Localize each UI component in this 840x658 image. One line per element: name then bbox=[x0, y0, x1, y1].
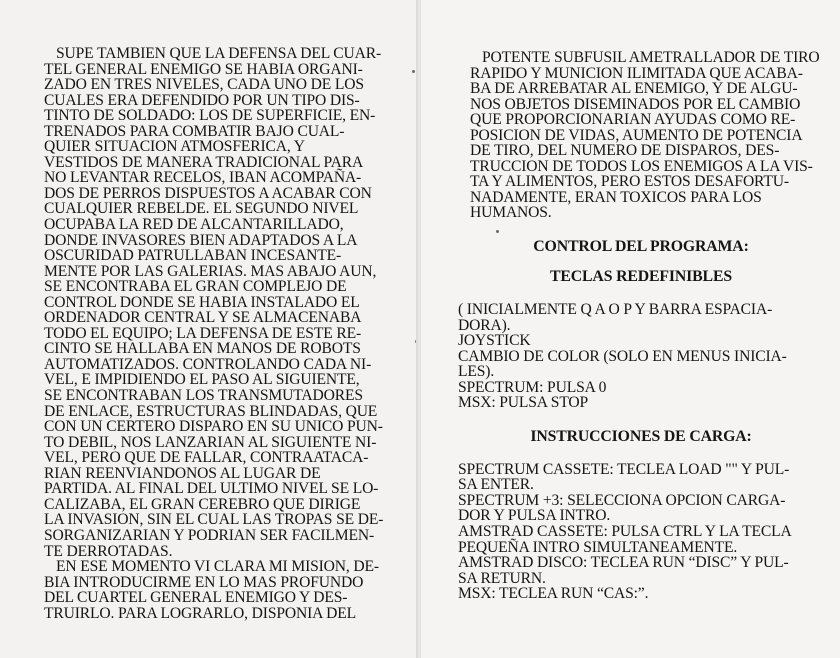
text-line: CONTROL DONDE SE HABIA INSTALADO EL bbox=[44, 293, 360, 311]
text-line: QUIER SITUACION ATMOSFERICA, Y bbox=[44, 138, 305, 156]
story-paragraph-1 bbox=[32, 46, 393, 559]
text-line: DOR Y PULSA INTRO. bbox=[458, 507, 611, 525]
text-line: DE ENLACE, ESTRUCTURAS BLINDADAS, QUE bbox=[44, 402, 378, 420]
text-line: POSICION DE VIDAS, AUMENTO DE POTENCIA bbox=[470, 126, 803, 144]
text-line: DOS DE PERROS DISPUESTOS A ACABAR CON bbox=[44, 184, 372, 202]
text-line: TA Y ALIMENTOS, PERO ESTOS DESAFORTU- bbox=[470, 173, 789, 191]
text-line: TO DEBIL, NOS LANZARIAN AL SIGUIENTE NI- bbox=[44, 433, 377, 451]
text-line: VESTIDOS DE MANERA TRADICIONAL PARA bbox=[44, 153, 364, 171]
text-line: RAPIDO Y MUNICION ILIMITADA QUE ACABA- bbox=[470, 64, 803, 82]
text-line: TE DERROTADAS. bbox=[44, 542, 173, 560]
text-line: SE ENCONTRABAN LOS TRANSMUTADORES bbox=[44, 387, 363, 405]
text-line: TODO EL EQUIPO; LA DEFENSA DE ESTE RE- bbox=[44, 324, 361, 342]
text-line: AUTOMATIZADOS. CONTROLANDO CADA NI- bbox=[44, 355, 372, 373]
text-line: PARTIDA. AL FINAL DEL ULTIMO NIVEL SE LO- bbox=[44, 480, 379, 498]
text-line: DORA). bbox=[458, 316, 511, 334]
text-line: POTENTE SUBFUSIL AMETRALLADOR DE TIRO bbox=[482, 49, 820, 66]
text-line: HUMANOS. bbox=[470, 204, 552, 222]
text-line: CON UN CERTERO DISPARO EN SU UNICO PUN- bbox=[44, 418, 383, 436]
text-line: BIA INTRODUCIRME EN LO MAS PROFUNDO bbox=[44, 573, 364, 591]
text-line: AMSTRAD CASSETE: PULSA CTRL Y LA TECLA bbox=[458, 523, 792, 541]
keys-paragraph bbox=[458, 302, 824, 333]
text-line: SORGANIZARIAN Y PODRIAN SER FACILMEN- bbox=[44, 526, 375, 544]
text-line: NO LEVANTAR RECELOS, IBAN ACOMPAÑA- bbox=[44, 169, 362, 187]
text-line: QUE PROPORCIONARIAN AYUDAS COMO RE- bbox=[470, 111, 796, 129]
text-line: DE TIRO, DEL NUMERO DE DISPAROS, DES- bbox=[470, 142, 780, 160]
text-line: SA ENTER. bbox=[458, 476, 534, 494]
text-line: OCUPABA LA RED DE ALCANTARILLADO, bbox=[44, 216, 344, 234]
text-line: NOS OBJETOS DISEMINADOS POR EL CAMBIO bbox=[470, 95, 801, 113]
text-line: CAMBIO DE COLOR (SOLO EN MENUS INICIA- bbox=[458, 347, 787, 365]
text-line: TRENADOS PARA COMBATIR BAJO CUAL- bbox=[44, 122, 345, 140]
heading-control: CONTROL DEL PROGRAMA: bbox=[533, 238, 749, 256]
left-page bbox=[0, 0, 418, 658]
text-line: JOYSTICK bbox=[458, 332, 531, 350]
right-page bbox=[421, 0, 840, 658]
text-line: AMSTRAD DISCO: TECLEA RUN “DISC” Y PUL- bbox=[458, 554, 789, 572]
text-line: SA RETURN. bbox=[458, 569, 546, 587]
text-line: SE ENCONTRABA EL GRAN COMPLEJO DE bbox=[44, 278, 347, 296]
print-speck bbox=[496, 230, 499, 233]
print-speck bbox=[412, 70, 415, 73]
joystick-paragraph bbox=[458, 333, 824, 411]
text-line: VEL, E IMPIDIENDO EL PASO AL SIGUIENTE, bbox=[44, 371, 360, 389]
text-line: TEL GENERAL ENEMIGO SE HABIA ORGANI- bbox=[44, 60, 363, 78]
loading-paragraph bbox=[458, 462, 824, 602]
story-paragraph-2 bbox=[32, 559, 393, 621]
text-line: TRUCCION DE TODOS LOS ENEMIGOS A LA VIS- bbox=[470, 157, 813, 175]
text-line: ( INICIALMENTE Q A O P Y BARRA ESPACIA- bbox=[458, 301, 773, 319]
text-line: SUPE TAMBIEN QUE LA DEFENSA DEL CUAR- bbox=[56, 45, 382, 62]
text-line: MSX: PULSA STOP bbox=[458, 394, 589, 412]
text-line: CALIZABA, EL GRAN CEREBRO QUE DIRIGE bbox=[44, 495, 361, 513]
text-line: EN ESE MOMENTO VI CLARA MI MISION, DE- bbox=[56, 558, 379, 576]
text-line: CUALES ERA DEFENDIDO POR UN TIPO DIS- bbox=[44, 91, 360, 109]
text-line: SPECTRUM: PULSA 0 bbox=[458, 378, 607, 396]
heading-redefinable-keys: TECLAS REDEFINIBLES bbox=[550, 268, 732, 286]
text-line: MSX: TECLEA RUN “CAS:”. bbox=[458, 585, 649, 603]
text-line: SPECTRUM +3: SELECCIONA OPCION CARGA- bbox=[458, 491, 786, 509]
text-line: PEQUEÑA INTRO SIMULTANEAMENTE. bbox=[458, 538, 738, 556]
text-line: ORDENADOR CENTRAL Y SE ALMACENABA bbox=[44, 309, 362, 327]
text-line: MENTE POR LAS GALERIAS. MAS ABAJO AUN, bbox=[44, 262, 377, 280]
text-line: TINTO DE SOLDADO: LOS DE SUPERFICIE, EN- bbox=[44, 107, 376, 125]
text-line: RIAN REENVIANDONOS AL LUGAR DE bbox=[44, 464, 321, 482]
text-line: CINTO SE HALLABA EN MANOS DE ROBOTS bbox=[44, 340, 361, 358]
text-line: NADAMENTE, ERAN TOXICOS PARA LOS bbox=[470, 188, 762, 206]
text-line: TRUIRLO. PARA LOGRARLO, DISPONIA DEL bbox=[44, 604, 356, 622]
text-line: DEL CUARTEL GENERAL ENEMIGO Y DES- bbox=[44, 589, 348, 607]
text-line: ZADO EN TRES NIVELES, CADA UNO DE LOS bbox=[44, 76, 364, 94]
left-column bbox=[32, 46, 393, 621]
text-line: BA DE ARREBATAR AL ENEMIGO, Y DE ALGU- bbox=[470, 80, 798, 98]
text-line: SPECTRUM CASSETE: TECLEA LOAD "" Y PUL- bbox=[458, 460, 790, 478]
text-line: OSCURIDAD PATRULLABAN INCESANTE- bbox=[44, 247, 341, 265]
text-line: LES). bbox=[458, 363, 495, 381]
text-line: CUALQUIER REBELDE. EL SEGUNDO NIVEL bbox=[44, 200, 359, 218]
text-line: LA INVASION, SIN EL CUAL LAS TROPAS SE DE- bbox=[44, 511, 384, 529]
text-line: DONDE INVASORES BIEN ADAPTADOS A LA bbox=[44, 231, 358, 249]
heading-loading: INSTRUCCIONES DE CARGA: bbox=[530, 427, 752, 445]
right-column bbox=[458, 50, 824, 602]
story-paragraph-3 bbox=[458, 50, 824, 221]
text-line: VEL, PERO QUE DE FALLAR, CONTRAATACA- bbox=[44, 449, 369, 467]
